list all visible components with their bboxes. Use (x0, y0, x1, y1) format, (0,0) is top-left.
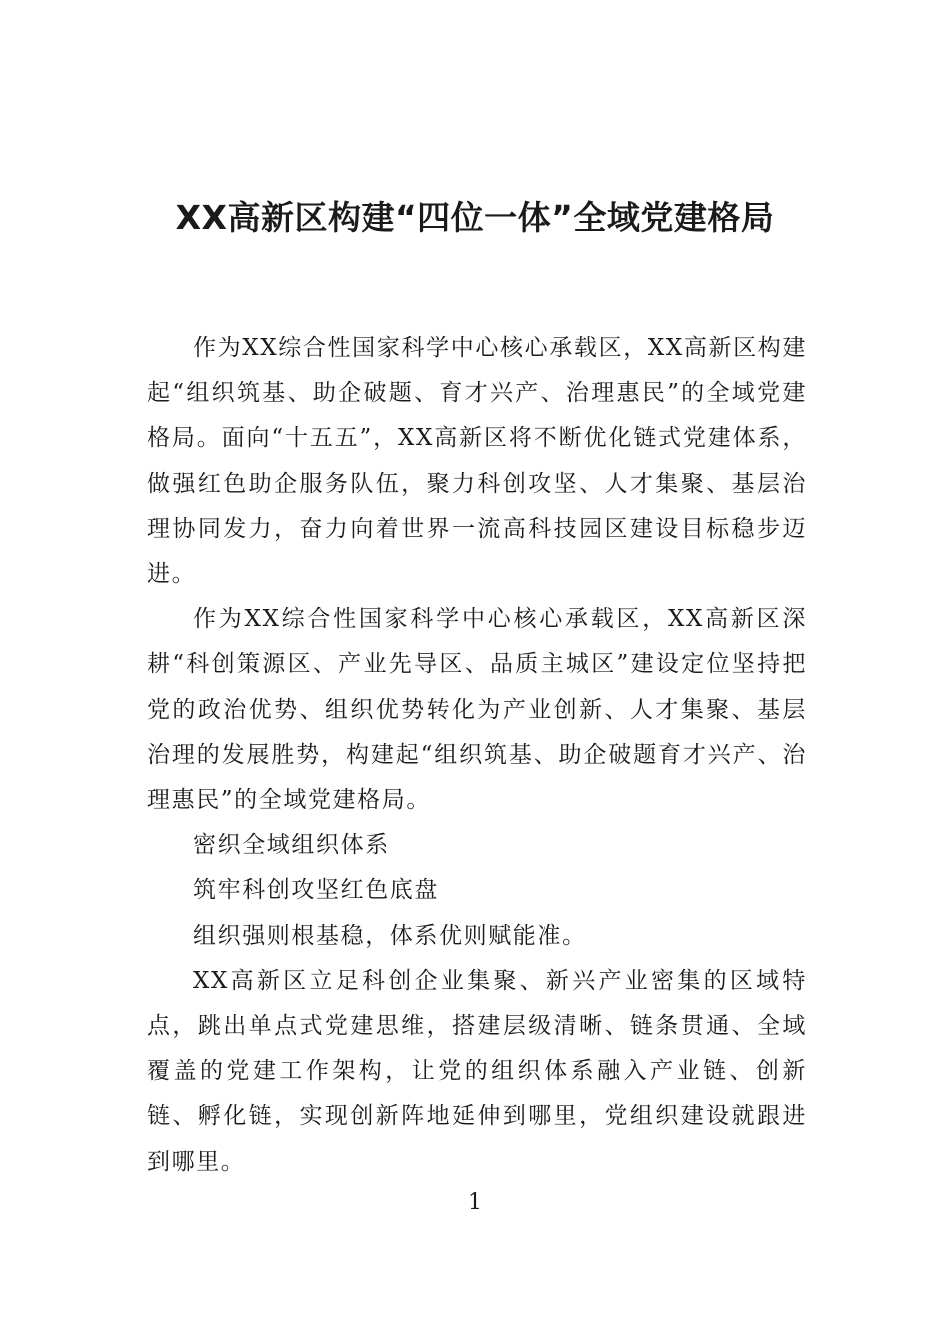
document-title: XX高新区构建“四位一体”全域党建格局 (175, 198, 775, 237)
section-heading: 密织全域组织体系 (193, 832, 390, 859)
section-lead: 组织强则根基稳，体系优则赋能准。 (193, 922, 587, 949)
paragraph-intro: 作为XX综合性国家科学中心核心承载区，XX高新区构建起“组织筑基、助企破题、育才兴产、治理惠民”的全域党建格局。面向“十五五”，XX高新区将不断优化链式党建体系，做强红色助企服务队伍，聚力科创攻坚、人才集聚、基层治理协同发力，奋力向着世界一流高科技园区建设目标稳步迈进。 (147, 335, 807, 588)
page-number: 1 (468, 1190, 482, 1215)
section-subheading: 筑牢科创攻坚红色底盘 (193, 877, 439, 904)
paragraph-organization: XX高新区立足科创企业集聚、新兴产业密集的区域特点，跳出单点式党建思维，搭建层级清晰、链条贯通、全域覆盖的党建工作架构，让党的组织体系融入产业链、创新链、孵化链，实现创新阵地延伸到哪里，党组织建设就跟进到哪里。 (147, 967, 807, 1175)
document-body (147, 326, 807, 1185)
paragraph-positioning: 作为XX综合性国家科学中心核心承载区，XX高新区深耕“科创策源区、产业先导区、品质主城区”建设定位坚持把党的政治优势、组织优势转化为产业创新、人才集聚、基层治理的发展胜势，构建起“组织筑基、助企破题育才兴产、治理惠民”的全域党建格局。 (147, 606, 807, 814)
